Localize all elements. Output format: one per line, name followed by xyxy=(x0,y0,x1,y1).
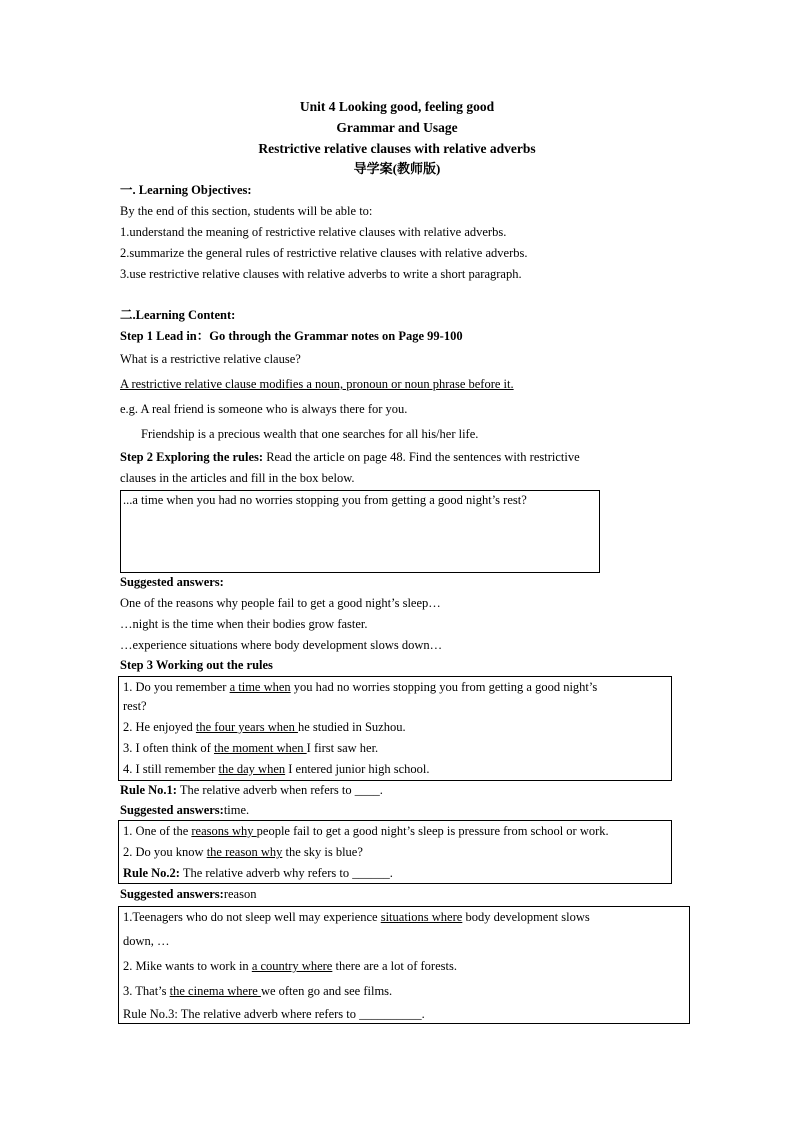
objective-item: 2.summarize the general rules of restrictive relative clauses with relative adverbs. xyxy=(120,246,528,260)
unit-title: Unit 4 Looking good, feeling good xyxy=(299,99,495,114)
example-sentence-cont: down, … xyxy=(123,934,170,948)
example-sentence: 2. He enjoyed the four years when he studied in Suzhou. xyxy=(123,720,406,734)
example-sentence: 1.Teenagers who do not sleep well may experience situations where body development slows xyxy=(123,910,590,924)
step2-box-text: ...a time when you had no worries stopping you from getting a good night’s rest? xyxy=(123,493,527,507)
example-sentence: 4. I still remember the day when I entered junior high school. xyxy=(123,762,430,776)
rule1: Rule No.1: The relative adverb when refers to ____. xyxy=(120,783,383,797)
step2-text: clauses in the articles and fill in the box below. xyxy=(120,471,355,485)
step1-definition: A restrictive relative clause modifies a noun, pronoun or noun phrase before it. xyxy=(120,377,514,391)
step1-heading: Step 1 Lead in：Go through the Grammar notes on Page 99-100 xyxy=(120,329,463,343)
step2-line xyxy=(120,448,580,466)
step3-box-when xyxy=(118,676,672,781)
step2-answer-box[interactable] xyxy=(120,490,600,573)
objectives-intro: By the end of this section, students will be able to: xyxy=(120,204,373,218)
step2-answer: …experience situations where body development slows down… xyxy=(120,638,443,652)
answer1: Suggested answers:time. xyxy=(120,803,250,817)
step1-question: What is a restrictive relative clause? xyxy=(120,352,301,366)
step3-heading: Step 3 Working out the rules xyxy=(120,658,273,672)
step1-example: e.g. A real friend is someone who is always there for you. xyxy=(120,402,408,416)
example-sentence: 1. One of the reasons why people fail to get a good night’s sleep is pressure from school or work. xyxy=(123,824,609,838)
topic-title: Restrictive relative clauses with relative adverbs xyxy=(258,141,536,156)
objective-item: 3.use restrictive relative clauses with relative adverbs to write a short paragraph. xyxy=(120,267,522,281)
step3-box-where xyxy=(118,906,690,1024)
objectives-heading: 一. Learning Objectives: xyxy=(120,183,252,197)
objective-item: 1.understand the meaning of restrictive relative clauses with relative adverbs. xyxy=(120,225,507,239)
example-sentence: 1. Do you remember a time when you had no worries stopping you from getting a good night’s xyxy=(123,680,598,694)
example-sentence: 2. Mike wants to work in a country where there are a lot of forests. xyxy=(123,959,457,973)
step2-answer: One of the reasons why people fail to get a good night’s sleep… xyxy=(120,596,441,610)
step2-answer: …night is the time when their bodies grow faster. xyxy=(120,617,368,631)
example-sentence-cont: rest? xyxy=(123,699,147,713)
example-sentence: 2. Do you know the reason why the sky is blue? xyxy=(123,845,363,859)
doc-type-title: 导学案(教师版) xyxy=(353,161,441,176)
rule2: Rule No.2: The relative adverb why refers to ______. xyxy=(123,866,393,880)
step2-answers-label: Suggested answers: xyxy=(120,575,224,589)
step1-example: Friendship is a precious wealth that one searches for all his/her life. xyxy=(141,427,479,441)
example-sentence: 3. I often think of the moment when I first saw her. xyxy=(123,741,379,755)
step2-text: Read the article on page 48. Find the sentences with restrictive xyxy=(263,450,580,464)
rule3: Rule No.3: The relative adverb where refers to __________. xyxy=(123,1007,425,1021)
section-title: Grammar and Usage xyxy=(336,120,458,135)
example-sentence: 3. That’s the cinema where we often go and see films. xyxy=(123,984,393,998)
step3-box-why xyxy=(118,820,672,884)
answer2: Suggested answers:reason xyxy=(120,887,257,901)
step2-heading: Step 2 Exploring the rules: xyxy=(120,450,264,464)
content-heading: 二.Learning Content: xyxy=(120,308,236,322)
